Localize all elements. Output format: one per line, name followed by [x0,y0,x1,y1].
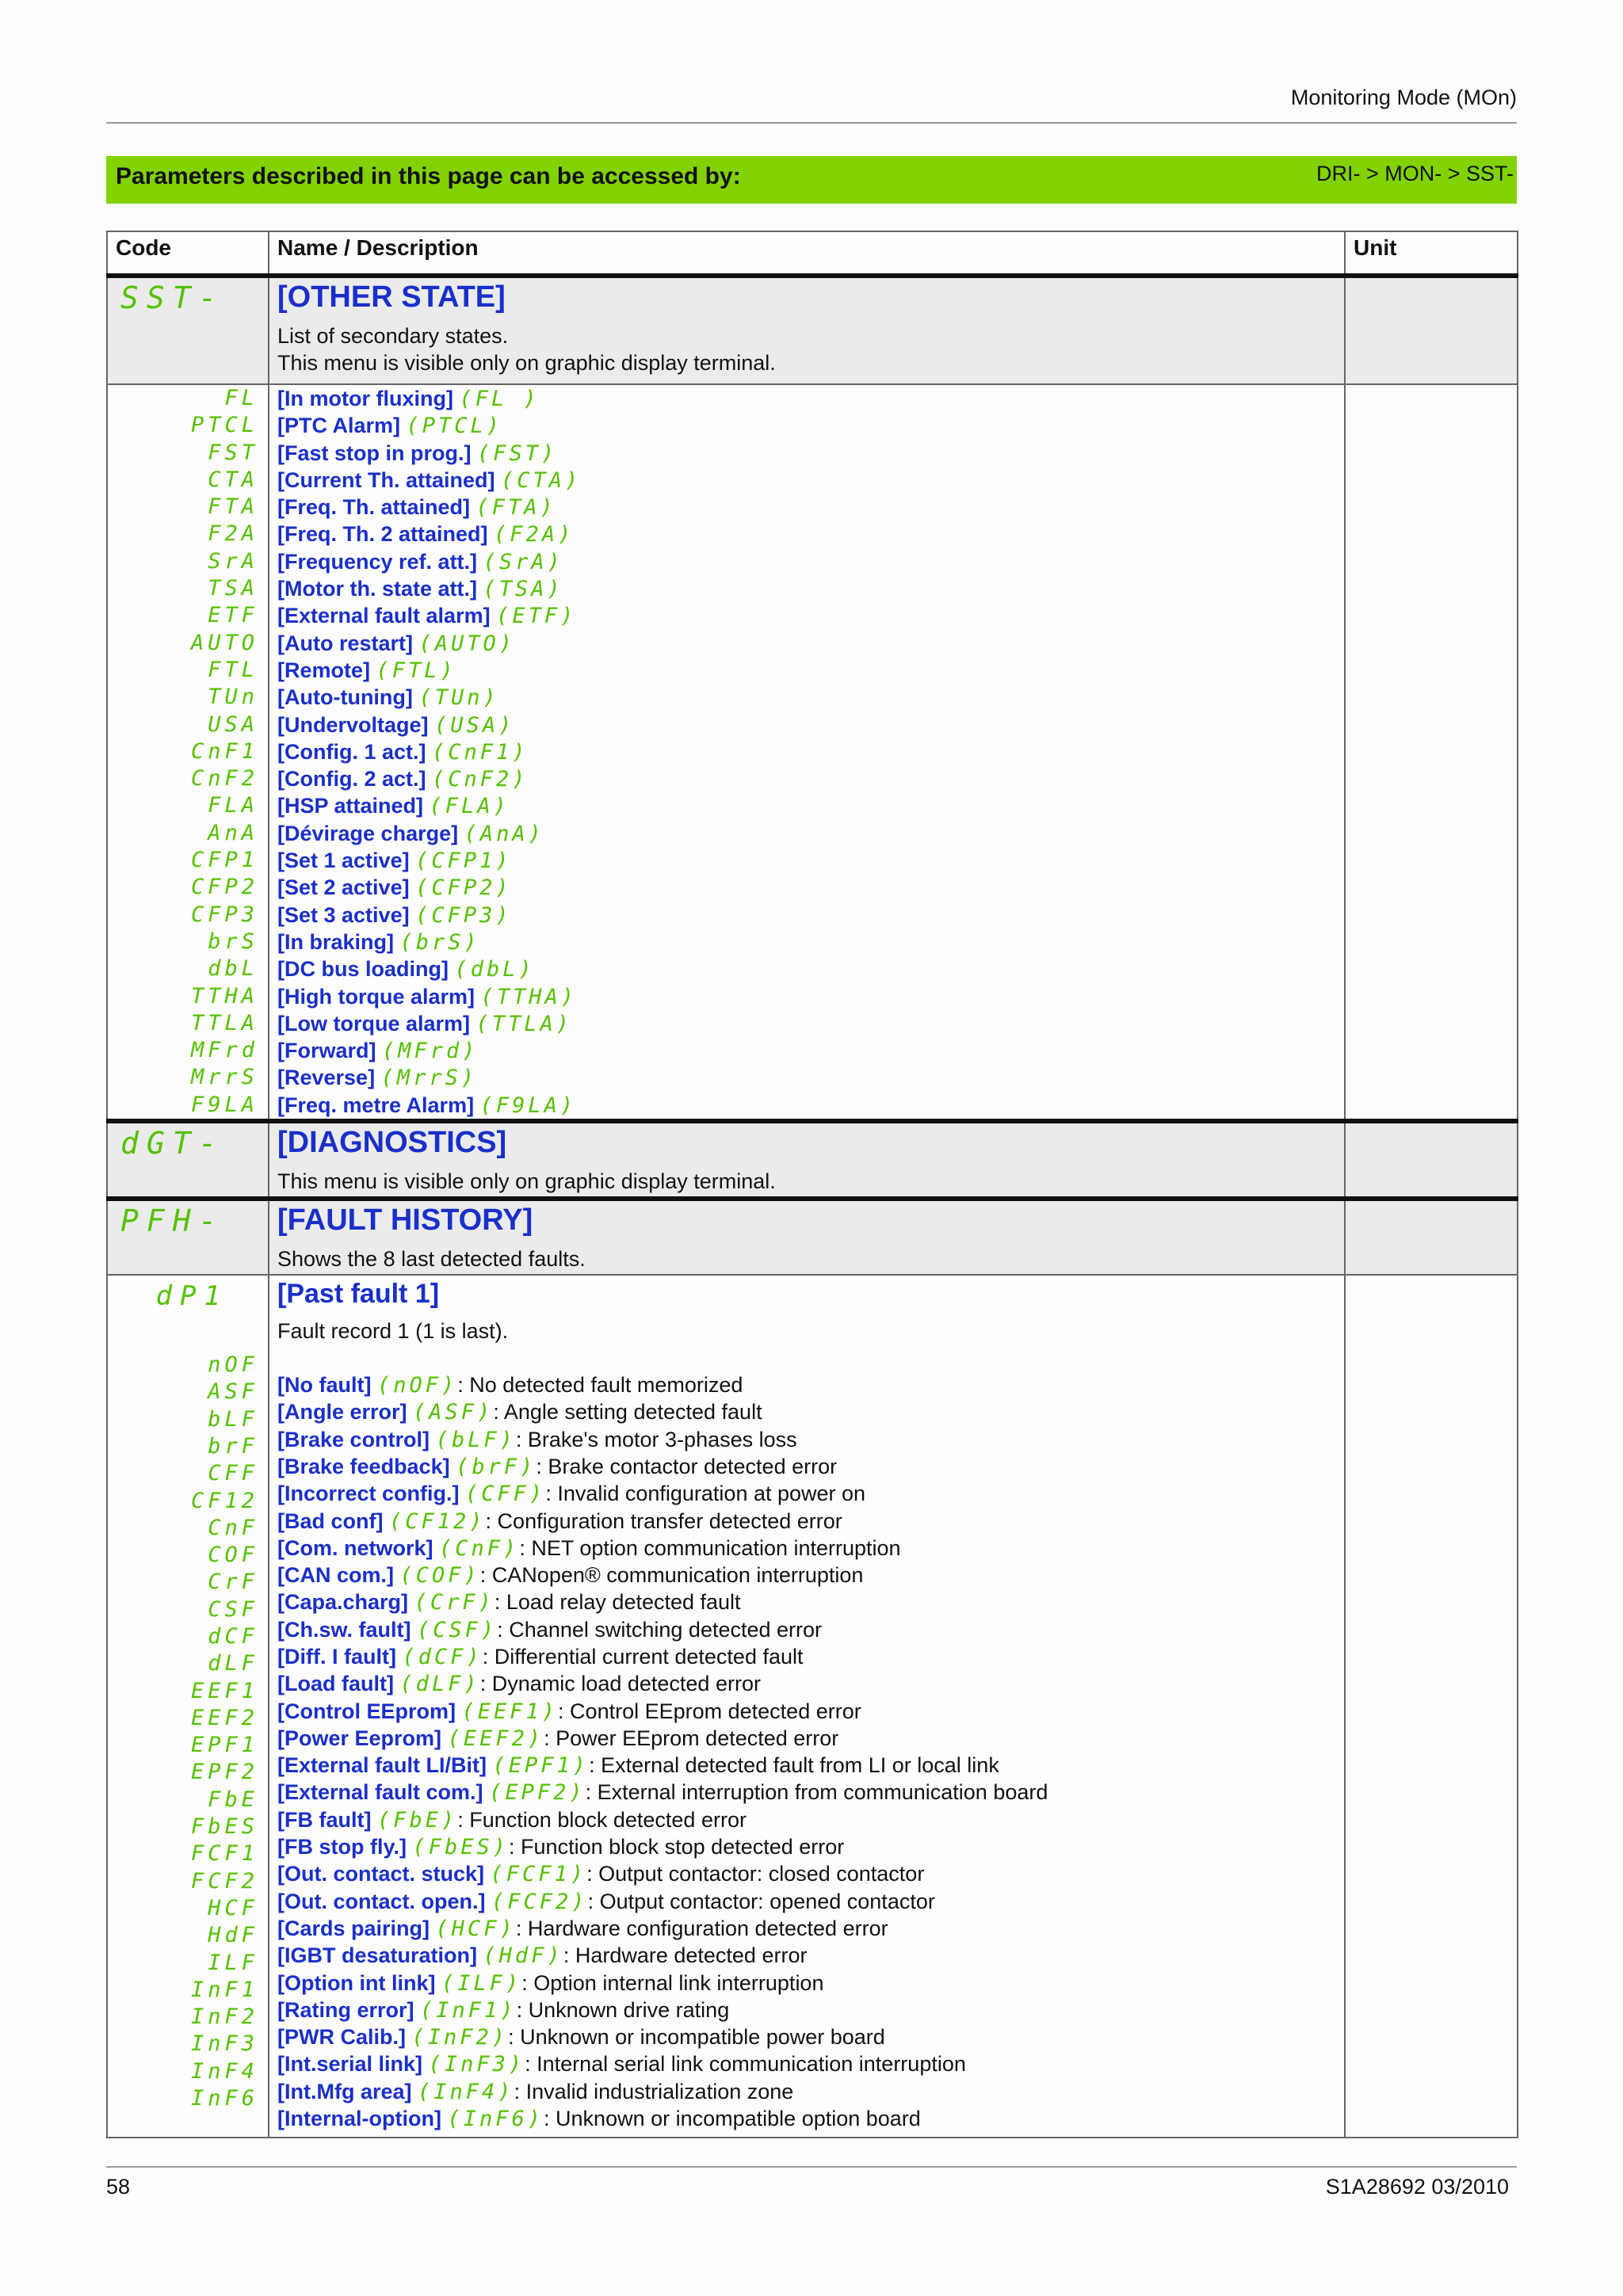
list-item-code: COF [208,1543,258,1568]
item-code-ref: (brF) [456,1454,537,1479]
list-item-code: dLF [208,1651,258,1676]
list-item-code: EEF1 [190,1678,258,1703]
item-code-ref: (InF4) [418,2079,514,2104]
document-reference: S1A28692 03/2010 [1325,2175,1509,2199]
list-item-code: FLA [208,793,258,818]
list-item [269,1508,1344,1535]
item-code-ref: (PTCL) [406,414,503,439]
list-item [269,983,1344,1010]
item-name: [PWR Calib.] [277,2025,406,2050]
list-item [269,684,1344,711]
item-code-ref: (CnF2) [432,767,529,792]
item-code-ref: (ILF) [441,1970,522,1996]
item-name: [IGBT desaturation] [277,1943,478,1968]
item-name: [Undervoltage] [277,712,429,737]
item-name: [Forward] [277,1039,376,1063]
list-item [269,1942,1344,1969]
list-item-code: CrF [208,1569,258,1595]
item-description: : Power EEprom detected error [544,1726,839,1750]
table-header-row [107,231,1518,276]
item-name: [Int.serial link] [277,2052,423,2077]
item-name: [PTC Alarm] [277,414,401,438]
item-name: [External fault com.] [277,1780,483,1805]
list-item [269,765,1344,792]
list-item-code: brS [208,929,258,954]
section-code: SST- [120,280,225,315]
item-name: [Brake feedback] [277,1454,450,1478]
item-description: : Differential current detected fault [482,1644,804,1669]
item-name: [External fault LI/Bit] [277,1753,487,1778]
list-item [269,385,1344,412]
list-item [269,2050,1344,2077]
list-item-code: CSF [208,1596,258,1622]
item-code-ref: (EEF2) [447,1726,544,1751]
item-name: [Brake control] [277,1427,430,1451]
item-description: : Brake contactor detected error [536,1454,838,1478]
list-item-code: CnF [208,1515,258,1540]
item-code-ref: (TSA) [483,577,563,602]
item-code-ref: (FCF1) [490,1862,587,1887]
section-description: List of secondary states. [277,324,509,348]
item-name: [Out. contact. open.] [277,1889,486,1913]
item-name: [Set 1 active] [277,849,410,873]
list-item-code: dbL [208,956,258,982]
list-item-code: nOF [208,1352,258,1378]
item-name: [Set 3 active] [277,902,410,927]
section-title: [DIAGNOSTICS] [277,1126,507,1160]
list-item [269,1480,1344,1507]
list-item-code: CFF [208,1461,258,1486]
section-row-other-state [107,276,1518,384]
item-name: [In motor fluxing] [277,387,453,410]
item-description: : Configuration transfer detected error [485,1508,842,1533]
list-item [269,874,1344,901]
item-name: [Config. 2 act.] [277,767,426,791]
item-description: : Load relay detected fault [494,1590,741,1615]
list-item-code: EEF2 [190,1705,258,1730]
list-item-code: CTA [208,467,258,492]
item-description: : Unknown or incompatible option board [544,2107,921,2131]
footer-divider [106,2166,1517,2168]
list-item-code: CFP3 [190,902,258,927]
item-code-ref: (USA) [434,712,515,738]
item-code-ref: (FL ) [459,387,540,411]
item-code-ref: (nOF) [376,1373,458,1398]
list-item [269,1779,1344,1806]
list-item [269,1562,1344,1589]
item-code-ref: (dbL) [454,957,535,982]
list-item [269,1037,1344,1064]
item-description: : External interruption from communication board [585,1780,1048,1805]
item-name: [Frequency ref. att.] [277,549,478,574]
item-description: : Hardware configuration detected error [515,1916,888,1940]
list-item-code: MrrS [190,1065,258,1090]
list-item-code: TUn [208,685,258,710]
item-code-ref: (CnF1) [432,739,529,765]
item-code-ref: (bLF) [435,1427,516,1452]
list-item-code: FbE [208,1787,258,1812]
list-item-code: CnF2 [190,766,258,791]
item-code-ref: (FLA) [429,794,510,819]
item-code-ref: (MFrd) [382,1039,479,1064]
list-item [269,521,1344,547]
list-item-code: FTL [208,657,258,682]
list-item [269,1670,1344,1697]
column-header-code: Code [107,231,269,276]
item-description: : Dynamic load detected error [479,1672,761,1696]
item-code-ref: (ASF) [413,1400,494,1425]
item-description: : Angle setting detected fault [493,1400,762,1425]
item-code-ref: (EEF1) [461,1699,559,1724]
item-code-ref: (CnF) [439,1535,520,1561]
state-list-row [107,384,1518,1121]
item-name: [CAN com.] [277,1563,394,1588]
list-item [269,494,1344,521]
item-code-ref: (CF12) [389,1508,486,1534]
item-code-ref: (EPF2) [489,1780,586,1806]
list-item [269,1064,1344,1091]
item-code-ref: (CFP2) [415,875,512,901]
list-item-code: EPF2 [190,1760,258,1785]
item-name: [Auto restart] [277,631,414,655]
access-bar [106,156,1517,204]
item-name: [Bad conf] [277,1508,384,1533]
list-item [269,1806,1344,1833]
list-item-code: FbES [190,1814,258,1840]
item-name: [Rating error] [277,1997,414,2022]
item-description: : NET option communication interruption [519,1535,901,1560]
item-code-ref: (EPF1) [492,1753,590,1779]
item-name: [Incorrect config.] [277,1482,460,1506]
item-name: [Set 2 active] [277,875,410,900]
item-name: [Freq. Th. attained] [277,495,470,520]
item-name: [Diff. I fault] [277,1644,396,1669]
item-code-ref: (HdF) [483,1943,563,1969]
item-name: [Auto-tuning] [277,685,413,710]
list-item [269,1589,1344,1615]
list-item [269,548,1344,575]
list-item-code: CFP2 [190,875,258,900]
item-name: [Out. contact. stuck] [277,1862,485,1886]
fault-row-past-fault-1 [107,1275,1518,2138]
item-code-ref: (InF6) [447,2107,544,2132]
parameter-title: [Past fault 1] [277,1279,440,1310]
item-name: [FB stop fly.] [277,1835,407,1859]
list-item [269,1643,1344,1670]
list-item [269,440,1344,467]
item-name: [Com. network] [277,1535,433,1560]
list-item [269,1833,1344,1860]
column-header-name: Name / Description [269,231,1345,276]
list-item [269,1426,1344,1453]
item-code-ref: (TTHA) [480,984,578,1009]
item-code-ref: (CTA) [501,467,582,493]
item-name: [DC bus loading] [277,957,449,982]
list-item-code: AUTO [190,630,258,655]
list-item-code: dCF [208,1623,258,1649]
item-code-ref: (CFP1) [415,849,512,874]
item-description: : Option internal link interruption [521,1970,824,1995]
list-item [269,1970,1344,1997]
list-item-code: InF6 [190,2086,258,2111]
item-description: : Function block stop detected error [509,1835,845,1859]
list-item-code: ASF [208,1379,258,1405]
item-name: [Freq. metre Alarm] [277,1093,475,1117]
section-row-diagnostics [107,1121,1518,1199]
item-code-ref: (HCF) [435,1916,516,1941]
state-name-list [269,384,1345,1121]
list-item [269,847,1344,874]
list-item-code: F2A [208,521,258,547]
item-name: [Int.Mfg area] [277,2079,412,2103]
item-name: [Control EEprom] [277,1699,456,1723]
item-code-ref: (InF1) [420,1997,517,2023]
item-code-ref: (InF2) [411,2025,509,2050]
list-item-code: USA [208,711,258,737]
list-item-code: FST [208,440,258,465]
item-description: : Function block detected error [457,1807,747,1832]
item-code-ref: (FTL) [376,658,456,683]
item-name: [FB fault] [277,1807,372,1832]
list-item [269,1092,1344,1119]
list-item [269,711,1344,738]
item-name: [Cards pairing] [277,1916,430,1940]
list-item-code: PTCL [190,413,258,438]
item-code-ref: (CrF) [414,1590,495,1615]
item-code-ref: (CSF) [417,1617,498,1642]
item-description: : External detected fault from LI or local link [589,1753,999,1778]
section-code: dGT- [120,1126,225,1161]
item-description: : CANopen® communication interruption [479,1563,864,1588]
section-description: This menu is visible only on graphic display terminal. [277,351,776,375]
item-description: : Unknown drive rating [516,1997,730,2022]
page-number: 58 [106,2175,131,2199]
list-item-code: CnF1 [190,738,258,764]
list-item [269,412,1344,439]
item-code-ref: (FST) [477,441,558,466]
list-item [269,467,1344,494]
section-description: Shows the 8 last detected faults. [277,1247,586,1272]
list-item [269,2078,1344,2105]
list-item-code: brF [208,1433,258,1459]
list-item [269,1915,1344,1942]
list-item-code: TSA [208,576,258,601]
item-description: : Control EEprom detected error [558,1699,861,1723]
list-item [269,2105,1344,2132]
item-code-ref: (F2A) [494,522,575,547]
item-code-ref: (SrA) [483,549,563,574]
list-item-code: HCF [208,1895,258,1920]
list-item-code: InF2 [190,2004,258,2030]
list-item [269,602,1344,629]
item-name: [Option int link] [277,1970,436,1995]
item-name: [Remote] [277,658,371,682]
header-divider [106,122,1517,124]
list-item-code: ILF [208,1950,258,1975]
item-name: [Freq. Th. 2 attained] [277,522,488,547]
column-header-unit: Unit [1345,231,1518,276]
list-item-code: FCF1 [190,1841,258,1867]
parameter-description: Fault record 1 (1 is last). [277,1319,509,1344]
list-item [269,955,1344,982]
list-item [269,2023,1344,2050]
item-name: [Motor th. state att.] [277,577,477,601]
list-item [269,1453,1344,1480]
list-item [269,657,1344,684]
item-name: [Dévirage charge] [277,821,459,845]
item-code-ref: (FbE) [376,1807,458,1833]
item-name: [HSP attained] [277,794,424,818]
item-code-ref: (TTLA) [475,1011,573,1036]
list-item [269,575,1344,602]
list-item-code: TTLA [190,1010,258,1035]
list-item-code: FTA [208,494,258,520]
item-code-ref: (TUn) [418,685,499,711]
list-item-code: MFrd [190,1038,258,1063]
list-item [269,820,1344,847]
access-label: Parameters described in this page can be accessed by: [116,163,741,189]
item-name: [Ch.sw. fault] [277,1617,411,1642]
item-code-ref: (CFF) [465,1482,546,1507]
item-name: [Config. 1 act.] [277,739,426,764]
list-item-code: FL [224,386,258,410]
section-row-fault-history [107,1199,1518,1275]
item-name: [Angle error] [277,1400,407,1425]
item-name: [External fault alarm] [277,604,491,628]
item-code-ref: (dLF) [399,1672,480,1697]
list-item-code: FCF2 [190,1868,258,1894]
section-title: [OTHER STATE] [277,280,506,314]
list-item-code: InF4 [190,2058,258,2084]
item-name: [Current Th. attained] [277,467,495,492]
list-item [269,1888,1344,1915]
list-item-code: F9LA [190,1092,258,1117]
list-item [269,1725,1344,1752]
item-description: : Output contactor: opened contactor [587,1889,935,1913]
list-item [269,630,1344,657]
access-path: DRI- > MON- > SST- [1316,162,1514,185]
list-item-code: CF12 [190,1488,258,1513]
section-description: This menu is visible only on graphic display terminal. [277,1169,776,1194]
item-code-ref: (F9LA) [479,1093,577,1118]
list-item [269,1535,1344,1562]
item-code-ref: (FbES) [412,1835,510,1860]
list-item [269,1752,1344,1779]
list-item [269,1860,1344,1887]
item-description: : Output contactor: closed contactor [586,1862,925,1886]
fault-name-list [269,1371,1344,2132]
page-header-title: Monitoring Mode (MOn) [1290,86,1517,109]
list-item-code: CFP1 [190,848,258,873]
item-code-ref: (InF3) [428,2052,525,2077]
list-item-code: InF1 [190,1977,258,2002]
item-code-ref: (FTA) [475,495,556,521]
item-code-ref: (MrrS) [380,1066,478,1091]
item-name: [Power Eeprom] [277,1726,442,1750]
item-name: [Low torque alarm] [277,1011,471,1035]
item-code-ref: (AUTO) [418,631,516,656]
list-item [269,1698,1344,1725]
item-name: [Reverse] [277,1066,376,1090]
list-item [269,1616,1344,1643]
section-title: [FAULT HISTORY] [277,1203,533,1238]
parameter-code: dP1 [155,1280,228,1313]
item-code-ref: (AnA) [464,821,544,846]
list-item-code: AnA [208,820,258,845]
item-name: [In braking] [277,929,394,954]
state-code-list [107,384,269,1121]
list-item [269,929,1344,955]
list-item-code: bLF [208,1406,258,1432]
list-item-code: InF3 [190,2031,258,2057]
item-name: [Capa.charg] [277,1590,409,1615]
list-item-code: HdF [208,1923,258,1948]
item-name: [High torque alarm] [277,984,475,1009]
list-item [269,1398,1344,1425]
list-item [269,1371,1344,1398]
list-item [269,738,1344,765]
item-code-ref: (ETF) [496,604,577,629]
list-item-code: EPF1 [190,1733,258,1758]
list-item [269,1010,1344,1037]
item-description: : Channel switching detected error [497,1617,823,1642]
item-description: : Hardware detected error [563,1943,808,1968]
item-name: [Internal-option] [277,2107,441,2131]
list-item [269,792,1344,819]
list-item-code: TTHA [190,983,258,1009]
list-item-code: ETF [208,603,258,628]
item-description: : Invalid configuration at power on [545,1482,866,1506]
item-description: : No detected fault memorized [457,1373,743,1398]
fault-code-list [108,1352,268,2112]
item-description: : Internal serial link communication interruption [525,2052,966,2077]
item-code-ref: (brS) [399,929,480,955]
item-description: : Brake's motor 3-phases loss [515,1427,797,1451]
item-name: [Fast stop in prog.] [277,441,472,465]
item-description: : Unknown or incompatible power board [508,2025,885,2050]
item-code-ref: (dCF) [402,1644,483,1669]
list-item [269,1997,1344,2023]
list-item [269,902,1344,929]
item-description: : Invalid industrialization zone [514,2079,794,2103]
item-name: [Load fault] [277,1672,394,1696]
item-name: [No fault] [277,1373,372,1398]
item-code-ref: (COF) [399,1563,480,1589]
list-item-code: SrA [208,548,258,574]
parameter-table [106,231,1518,2138]
item-code-ref: (CFP3) [415,902,512,928]
item-code-ref: (FCF2) [491,1889,588,1914]
section-code: PFH- [120,1203,225,1239]
